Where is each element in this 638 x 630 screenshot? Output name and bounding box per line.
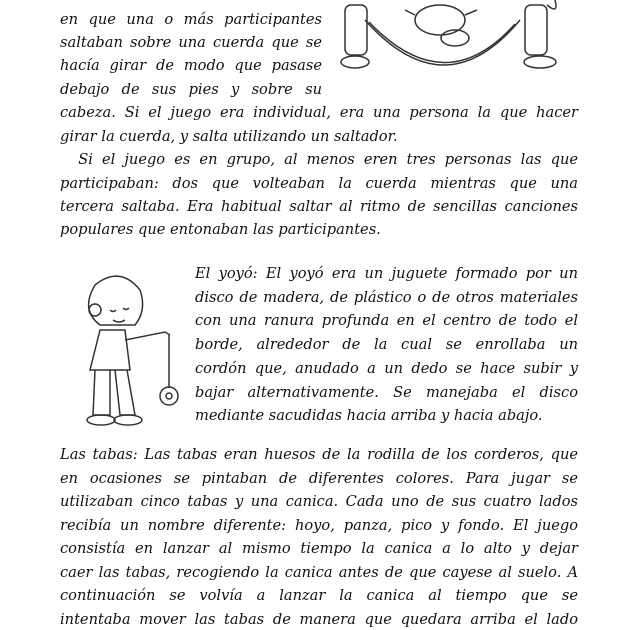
text-line: populares que entonaban las participantes. — [60, 221, 381, 238]
text-line: mediante sacudidas hacia arriba y hacia abajo. — [195, 407, 543, 424]
text-line: recibía un nombre diferente: hoyo, panza, pico y fondo. El juego — [60, 517, 578, 534]
text-line: cordón que, anudado a un dedo se hace subir y — [195, 360, 578, 377]
text-line: girar la cuerda, y salta utilizando un saltador. — [60, 128, 398, 145]
text-line: caer las tabas, recogiendo la canica antes de que cayese al suelo. A — [60, 564, 578, 581]
text-line: saltaban sobre una cuerda que se — [60, 34, 322, 51]
text-line: disco de madera, de plástico o de otros materiales — [195, 289, 578, 306]
yoyo-child-illustration — [65, 270, 180, 430]
text-line: en ocasiones se pintaban de diferentes colores. Para jugar se — [60, 470, 578, 487]
text-line: intentaba mover las tabas de manera que quedara arriba el lado — [60, 611, 578, 628]
text-line: continuación se volvía a lanzar la canica al tiempo que se — [60, 587, 578, 604]
text-line: Si el juego es en grupo, al menos eren tres personas las que — [60, 151, 578, 168]
text-line: con una ranura profunda en el centro de todo el — [195, 312, 578, 329]
text-line: tercera saltaba. Era habitual saltar al ritmo de sencillas canciones — [60, 198, 578, 215]
text-line: borde, alrededor de la cual se enrollaba un — [195, 336, 578, 353]
text-line: hacía girar de modo que pasase — [60, 57, 322, 74]
text-line: cabeza. Si el juego era individual, era una persona la que hacer — [60, 104, 578, 121]
text-line: consistía en lanzar al mismo tiempo la canica a lo alto y dejar — [60, 540, 578, 557]
text-line: utilizaban cinco tabas y una canica. Cada uno de sus cuatro lados — [60, 493, 578, 510]
text-line: Las tabas: Las tabas eran huesos de la rodilla de los corderos, que — [60, 446, 578, 463]
text-line: en que una o más participantes — [60, 11, 322, 28]
text-line: bajar alternativamente. Se manejaba el disco — [195, 384, 578, 401]
text-line: participaban: dos que volteaban la cuerda mientras que una — [60, 175, 578, 192]
jump-rope-illustration — [335, 0, 595, 75]
text-line: debajo de sus pies y sobre su — [60, 81, 322, 98]
text-line: El yoyó: El yoyó era un juguete formado por un — [195, 265, 578, 282]
